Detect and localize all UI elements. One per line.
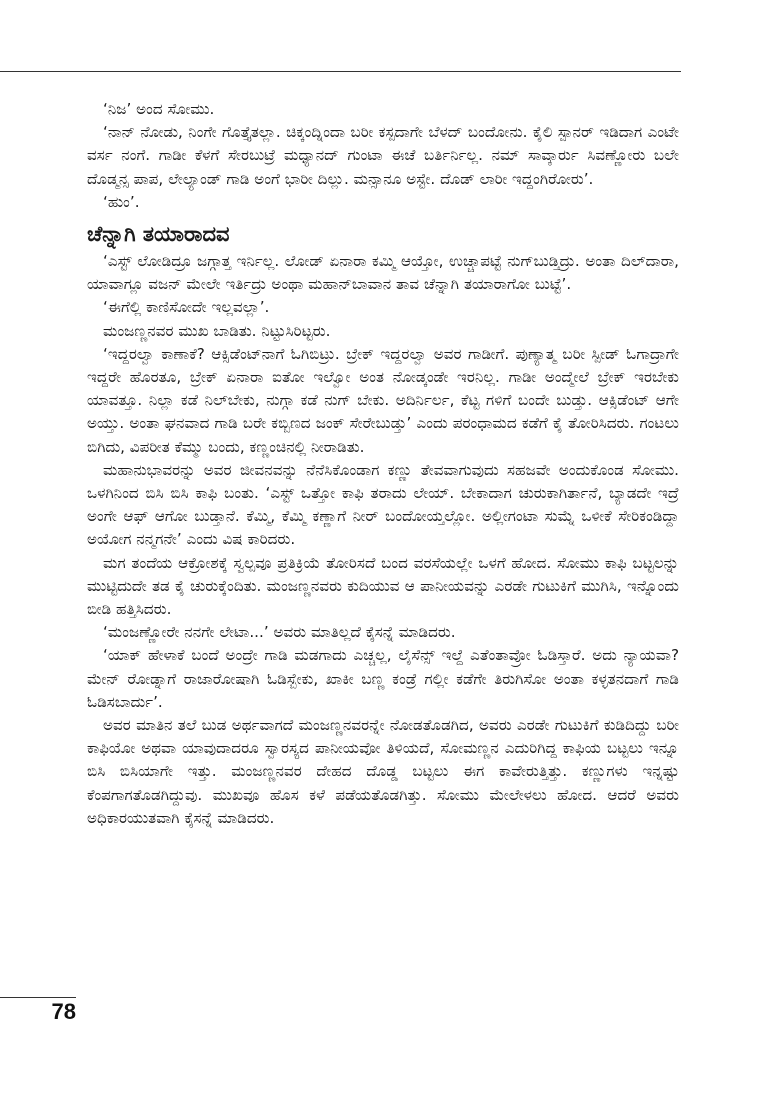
paragraph: ಮಹಾನುಭಾವರನ್ನು ಅವರ ಜೀವನವನ್ನು ನೆನೆಸಿಕೊಂಡಾಗ ಕಣ್ಣು ತೇವವಾಗುವುದು ಸಹಜವೇ ಅಂದುಕೊಂಡ ಸೋಮು. ಒಳಗಿನಿಂದ ಬಿಸಿ ಬಿಸಿ ಕಾಫಿ ಬಂತು. ‘ಎಸ್ಟ್ ಒತ್ತೋ ಕಾಫಿ ತರಾದು ಲೇಯ್. ಬೇಕಾದಾಗ ಚುರುಕಾಗಿರ್ತಾನೆ, ಬ್ಯಾಡದೇ ಇದ್ರೆ ಅಂಗೇ ಆಫ್ ಆಗೋ ಬುಡ್ತಾನೆ. ಕೆಮ್ಮಿ, ಕೆಮ್ಮಿ ಕಣ್ಣಾಗೆ ನೀರ್ ಬಂದೋಯ್ತಲ್ಲೋ. ಅಲ್ಲೀಗಂಟಾ ಸುಮ್ನೆ ಒಳೀಕೆ ಸೇರಿಕಂಡಿದ್ದಾ ಅಯೋಗ ನನ್ಮಗನೇ’ ಎಂದು ವಿಷ ಕಾರಿದರು. xyxy=(87,460,679,549)
paragraph: ‘ಇದ್ದರಲ್ವಾ ಕಾಣಾಕೆ? ಆಕ್ಸಿಡೆಂಟ್‌ನಾಗೆ ಓಗಿಬಿಟ್ರು. ಬ್ರೇಕ್ ಇದ್ದರಲ್ವಾ ಅವರ ಗಾಡೀಗೆ. ಪುಣ್ಯಾತ್ಮ ಬರೀ ಸ್ಪೀಡ್ ಓಗಾದ್ರಾಗೇ ಇದ್ದರೇ ಹೊರತೂ, ಬ್ರೇಕ್ ಏನಾರಾ ಐತೋ ಇಲ್ವೋ ಅಂತ ನೋಡ್ಕಂಡೇ ಇರನಿಲ್ಲ. ಗಾಡೀ ಅಂದ್ಮೇಲೆ ಬ್ರೇಕ್ ಇರಬೇಕು ಯಾವತ್ತೂ. ನಿಲ್ಲಾ ಕಡೆ ನಿಲ್‌ಬೇಕು, ನುಗ್ಗಾ ಕಡೆ ನುಗ್ ಬೇಕು. ಅದಿರ್ನಿರ್ಲ, ಕೆಟ್ಟ ಗಳಿಗೆ ಬಂದೇ ಬುಡ್ತು. ಆಕ್ಸಿಡೆಂಟ್ ಆಗೇ ಅಯ್ತು. ಅಂತಾ ಘನವಾದ ಗಾಡಿ ಬರೇ ಕಬ್ಬಿಣದ ಜಂಕ್ ಸೇರೇಬುಡ್ತು’ ಎಂದು ಪರಂಧಾಮದ ಕಡೆಗೆ ಕೈ ತೋರಿಸಿದರು. ಗಂಟಲು ಬಿಗಿದು, ವಿಪರೀತ ಕೆಮ್ಮು ಬಂದು, ಕಣ್ಣಂಚಿನಲ್ಲಿ ನೀರಾಡಿತು. xyxy=(87,344,679,456)
paragraph: ‘ನಿಜ’ ಅಂದ ಸೋಮು. xyxy=(103,100,215,118)
paragraph: ಅವರ ಮಾತಿನ ತಲೆ ಬುಡ ಅರ್ಥವಾಗದೆ ಮಂಜಣ್ಣನವರನ್ನೇ ನೋಡತೊಡಗಿದ, ಅವರು ಎರಡೇ ಗುಟುಕಿಗೆ ಕುಡಿದಿದ್ದು ಬರೀ ಕಾಫಿಯೋ ಅಥವಾ ಯಾವುದಾದರೂ ಸ್ವಾರಸ್ಯದ ಪಾನೀಯವೋ ತಿಳಿಯದೆ, ಸೋಮಣ್ಣನ ಎದುರಿಗಿದ್ದ ಕಾಫಿಯ ಬಟ್ಟಲು ಇನ್ನೂ ಬಿಸಿ ಬಿಸಿಯಾಗೇ ಇತ್ತು. ಮಂಜಣ್ಣನವರ ದೇಹದ ದೊಡ್ಡ ಬಟ್ಟಲು ಈಗ ಕಾವೇರುತ್ತಿತ್ತು. ಕಣ್ಣುಗಳು ಇನ್ನಷ್ಟು ಕೆಂಪಗಾಗತೊಡಗಿದ್ದುವು. ಮುಖವೂ ಹೊಸ ಕಳೆ ಪಡೆಯತೊಡಗಿತ್ತು. ಸೋಮು ಮೇಲೇಳಲು ಹೋದ. ಆದರೆ ಅವರು ಅಧಿಕಾರಯುತವಾಗಿ ಕೈಸನ್ನೆ ಮಾಡಿದರು. xyxy=(87,716,679,827)
footer-rule xyxy=(0,997,76,998)
paragraph: ಮಗ ತಂದೆಯ ಆಕ್ರೋಶಕ್ಕೆ ಸ್ವಲ್ಪವೂ ಪ್ರತಿಕ್ರಿಯೆ ತೋರಿಸದೆ ಬಂದ ವರಸೆಯಲ್ಲೇ ಒಳಗೆ ಹೋದ. ಸೋಮು ಕಾಫಿ ಬಟ್ಟಲನ್ನು ಮುಟ್ಟಿದುದೇ ತಡ ಕೈ ಚುರುಕ್ಕೆಂದಿತು. ಮಂಜಣ್ಣನವರು ಕುದಿಯುವ ಆ ಪಾನೀಯವನ್ನು ಎರಡೇ ಗುಟುಕಿಗೆ ಮುಗಿಸಿ, ಇನ್ನೊಂದು ಬೀಡಿ ಹತ್ತಿಸಿದರು. xyxy=(87,553,679,619)
page-number: 78 xyxy=(51,999,76,1024)
paragraph: ‘ಮಂಜಣ್ಣೋರೇ ನನಗೇ ಲೇಟಾ...’ ಅವರು ಮಾತಿಲ್ಲದೆ ಕೈಸನ್ನೆ ಮಾಡಿದರು. xyxy=(103,623,456,642)
paragraph: ‘ಈಗೆಲ್ಲಿ ಕಾಣಿಸೋದೇ ಇಲ್ಲವಲ್ಲಾ’. xyxy=(103,298,270,317)
section-heading: ಚೆನ್ನಾಗಿ ತಯಾರಾದವ xyxy=(87,222,230,247)
paragraph: ‘ಹುಂ’. xyxy=(103,192,140,211)
paragraph: ಮಂಜಣ್ಣನವರ ಮುಖ ಬಾಡಿತು. ನಿಟ್ಟುಸಿರಿಟ್ಟರು. xyxy=(103,321,331,340)
header-rule xyxy=(0,71,681,72)
paragraph: ‘ಎಸ್ಟ್ ಲೋಡಿದ್ರೂ ಜಗ್ಗಾತ್ತ ಇರ್ನಿಲ್ಲ. ಲೋಡ್ ಏನಾರಾ ಕಮ್ಮಿ ಆಯ್ತೋ, ಉಚ್ಚಾಪಟ್ಟೆ ನುಗ್‌ಬುಡ್ತಿದ್ರು. ಅಂತಾ ದಿಲ್‌ದಾರಾ, ಯಾವಾಗ್ಲೂ ವಜನ್ ಮೇಲೇ ಇರ್ತಿದ್ರು ಅಂಥಾ ಮಹಾನ್‌ಬಾವಾನ ತಾವ ಚೆನ್ನಾಗಿ ತಯಾರಾಗೋ ಬುಟ್ಟೆ’. xyxy=(87,252,679,294)
paragraph: ‘ನಾನ್ ನೋಡು, ನಿಂಗೇ ಗೊತ್ತೈತಲ್ಲಾ. ಚಿಕ್ಕಂದ್ನಿಂದಾ ಬರೀ ಕಸ್ಪದಾಗೇ ಬೆಳದ್ ಬಂದೋನು. ಕೈಲಿ ಸ್ಪಾನರ್ ಇಡಿದಾಗ ಎಂಟೇ ವರ್ಸ ನಂಗೆ. ಗಾಡೀ ಕೆಳಗೆ ಸೇರಬುಟ್ರೆ ಮಧ್ಯಾನದ್ ಗುಂಟಾ ಈಚೆ ಬರ್ತಿರ್ನಿಲ್ಲ. ನಮ್ ಸಾವ್ಕಾರ್ರು ಸಿವಣ್ಣೋರು ಬಲೇ ದೊಡ್ಮನ್ಸ ಪಾಪ, ಲೇಲ್ಯಾಂಡ್ ಗಾಡಿ ಅಂಗೆ ಭಾರೀ ದಿಲ್ಲು. ಮನ್ಸಾನೂ ಅಸ್ಟೇ. ದೊಡ್ ಲಾರೀ ಇದ್ದಂಗಿರೋರು’. xyxy=(87,123,679,188)
paragraph: ‘ಯಾಕ್ ಹೇಳಾಕೆ ಬಂದೆ ಅಂದ್ರೇ ಗಾಡಿ ಮಡಗಾದು ಎಚ್ಚಲ್ಲ, ಲೈಸೆನ್ಸ್ ಇಲ್ದೆ ಎತೆಂತಾವ್ರೋ ಓಡಿಸ್ತಾರೆ. ಅದು ನ್ಯಾಯವಾ? ಮೇನ್ ರೋಡ್ನಾಗೆ ರಾಜಾರೋಷಾಗಿ ಓಡಿಸ್ಬೇಕು, ಖಾಕೀ ಬಣ್ಣ ಕಂಡ್ರೆ ಗಲ್ಲೀ ಕಡೆಗೇ ತಿರುಗಿಸೋ ಅಂತಾ ಕಳ್ಳತನದಾಗೆ ಗಾಡಿ ಓಡಿಸಬಾರ್ದು’. xyxy=(87,646,679,711)
page-body xyxy=(87,98,679,830)
